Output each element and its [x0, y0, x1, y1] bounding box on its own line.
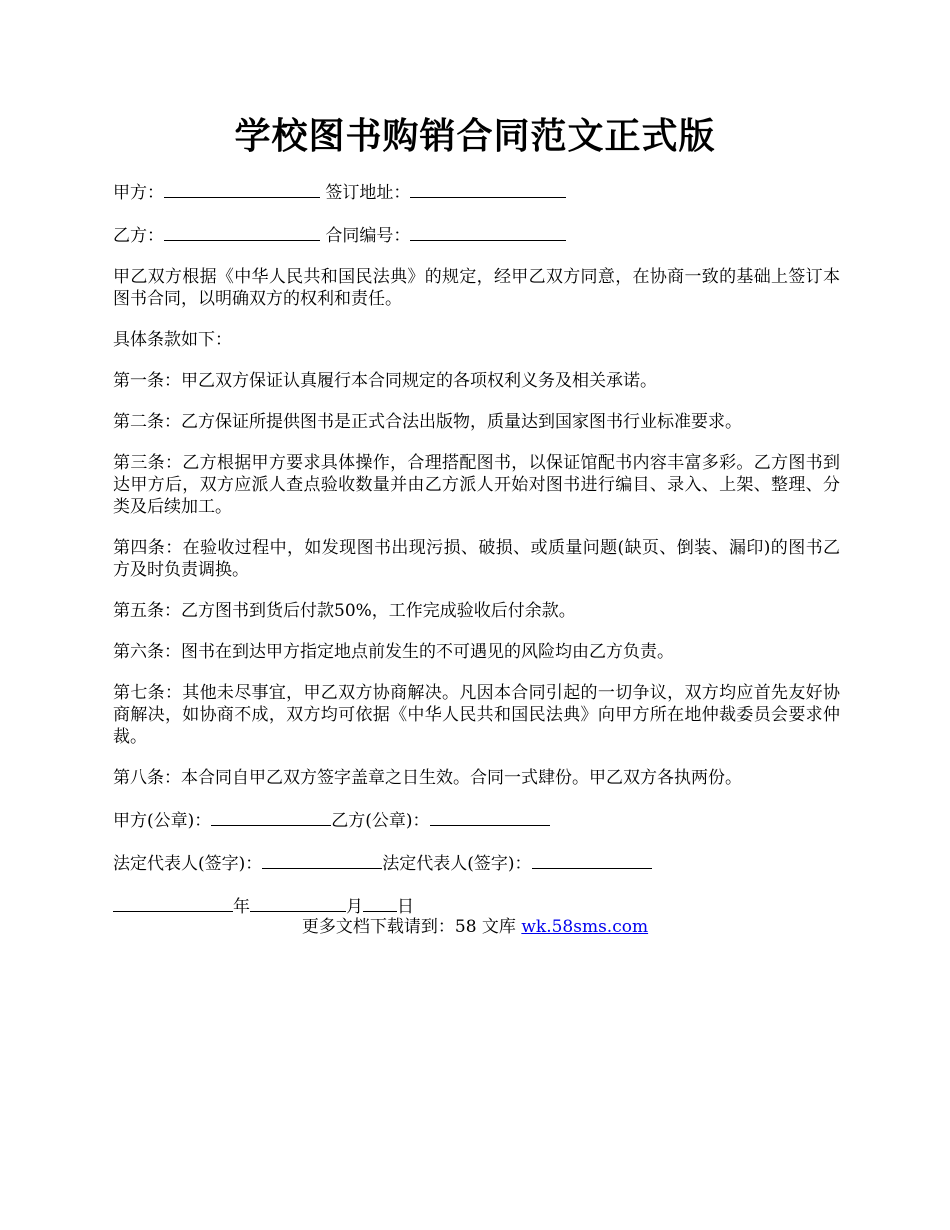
article-8: 第八条：本合同自甲乙双方签字盖章之日生效。合同一式肆份。甲乙双方各执两份。 [113, 768, 742, 788]
footer-link[interactable]: wk.58sms.com [521, 917, 649, 937]
rep-a-blank [262, 851, 382, 869]
sign-address-blank [410, 180, 566, 198]
document-body [113, 180, 840, 937]
date-line [113, 894, 840, 918]
document-title: 学校图书购销合同范文正式版 [234, 115, 716, 157]
sign-address-label: 签订地址： [325, 183, 411, 203]
party-a-line [113, 180, 840, 204]
seal-b-blank [430, 808, 550, 826]
representative-line [113, 851, 840, 875]
article-5: 第五条：乙方图书到货后付款50%，工作完成验收后付余款。 [113, 601, 576, 621]
article-4: 第四条：在验收过程中，如发现图书出现污损、破损、或质量问题(缺页、倒装、漏印)的图书乙方及时负责调换。 [113, 538, 840, 580]
seal-a-label: 甲方(公章)： [113, 811, 212, 831]
article-1: 第一条：甲乙双方保证认真履行本合同规定的各项权利义务及相关承诺。 [113, 371, 657, 391]
seal-line [113, 808, 840, 832]
party-b-label: 乙方： [113, 226, 164, 246]
party-a-blank [164, 180, 320, 198]
article-6: 第六条：图书在到达甲方指定地点前发生的不可遇见的风险均由乙方负责。 [113, 642, 674, 662]
intro-paragraph: 甲乙双方根据《中华人民共和国民法典》的规定，经甲乙双方同意，在协商一致的基础上签订本图书合同，以明确双方的权利和责任。 [113, 267, 840, 309]
seal-a-blank [211, 808, 331, 826]
footer-text: 更多文档下载请到：58 文库 [301, 917, 522, 937]
rep-b-label: 法定代表人(签字)： [382, 854, 532, 874]
month-blank [250, 894, 346, 912]
party-b-blank [164, 223, 320, 241]
footer [0, 916, 950, 938]
article-3: 第三条：乙方根据甲方要求具体操作，合理搭配图书，以保证馆配书内容丰富多彩。乙方图书到达甲方后，双方应派人查点验收数量并由乙方派人开始对图书进行编目、录入、上架、整理、分类及后续加工。 [113, 453, 840, 517]
party-b-line [113, 223, 840, 247]
day-label: 日 [397, 897, 414, 917]
year-label: 年 [233, 897, 250, 917]
seal-b-label: 乙方(公章)： [331, 811, 430, 831]
day-blank [363, 894, 397, 912]
rep-a-label: 法定代表人(签字)： [113, 854, 263, 874]
year-blank [113, 894, 233, 912]
contract-no-blank [410, 223, 566, 241]
contract-no-label: 合同编号： [325, 226, 411, 246]
month-label: 月 [346, 897, 363, 917]
rep-b-blank [532, 851, 652, 869]
article-7: 第七条：其他未尽事宜，甲乙双方协商解决。凡因本合同引起的一切争议，双方均应首先友好协商解决，如协商不成，双方均可依据《中华人民共和国民法典》向甲方所在地仲裁委员会要求仲裁。 [113, 683, 840, 747]
party-a-label: 甲方： [113, 183, 164, 203]
terms-heading: 具体条款如下： [113, 330, 232, 350]
article-2: 第二条：乙方保证所提供图书是正式合法出版物，质量达到国家图书行业标准要求。 [113, 412, 742, 432]
